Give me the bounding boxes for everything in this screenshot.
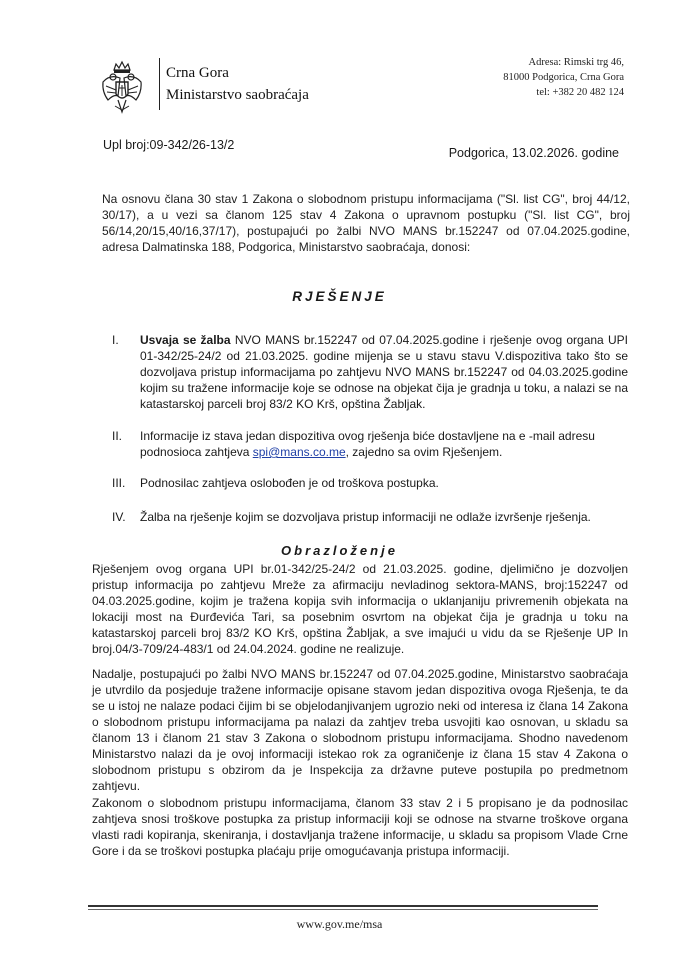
item-numeral-4: IV. [112,510,126,524]
address-block [503,55,624,100]
item-numeral-1: I. [112,333,119,347]
intro-paragraph: Na osnovu člana 30 stav 1 Zakona o slobodnom pristupu informacijama ("Sl. list CG", broj 44/12, 30/17), a u vezi sa članom 125 stav 4 Zakona o upravnom postupku ("Sl. list CG", broj 56/14,20/15,40/16,37/17), postupajući po žalbi NVO MANS br.152247 od 07.04.2025.godine, adresa Dalmatinska 188, Podgorica, Ministarstvo saobraćaja, donosi: [102,192,630,254]
reasoning-title: Obrazloženje [281,543,398,558]
footer-rule [88,905,598,907]
organization-name [166,62,309,106]
reasoning-paragraph-3: Zakonom o slobodnom pristupu informacijama, članom 33 stav 2 i 5 propisano je da podnosilac zahtjeva snosi troškove postupka za pristup informaciji koji se odnose na stvarne troškove organa vlasti radi kopiranja, skeniranja, i dostavljanja tražene informacije, u skladu sa propisom Vlade Crne Gore i da se troškovi postupka plaćaju prije omogućavanja pristupa informaciji. [92,796,628,858]
decision-item-3: Podnosilac zahtjeva oslobođen je od troškova postupka. [140,476,439,490]
decision-item-2 [140,428,628,460]
decision-title: RJEŠENJE [292,289,387,304]
item-2-text-before: Informacije iz stava jedan dispozitiva ovog rješenja biće dostavljene na e -mail adresu podnosioca zahtjeva [140,429,595,459]
coat-of-arms-icon [100,60,144,116]
place-and-date: Podgorica, 13.02.2026. godine [448,146,619,160]
item-numeral-2: II. [112,429,123,443]
item-2-text-after: , zajedno sa ovim Rješenjem. [345,445,503,459]
org-country: Crna Gora [166,65,229,81]
email-link[interactable]: spi@mans.co.me [252,445,346,459]
item-1-lead: Usvaja se žalba [140,333,231,347]
decision-item-1 [140,332,628,412]
reasoning-paragraph-2: Nadalje, postupajući po žalbi NVO MANS br.152247 od 07.04.2025.godine, Ministarstvo saobraćaja je utvrdilo da posjeduje tražene informacije opisane stavom jedan dispozitiva ovoga Rješenja, te da se u istoj ne nalaze podaci čijim bi se objelodanjivanjem ugrozio neki od interesa iz člana 14 Zakona o slobodnom pristupu informacijama pa nalazi da zahtjev treba usvojiti kao osnovan, u skladu sa članom 13 i članom 21 stav 3 Zakona o slobodnom pristupu informacijama. Shodno navedenom Ministarstvo nalazi da je ovoj informaciji istekao rok za ograničenje iz člana 15 stav 4 Zakona o slobodnom pristupu s obzirom da je Inspekcija za državne puteve postupila po predmetnom zahtjevu. [92,667,628,793]
item-numeral-3: III. [112,476,126,490]
address-phone: tel: +382 20 482 124 [536,87,624,98]
reasoning-paragraph-1: Rješenjem ovog organa UPI br.01-342/25-24/2 od 21.03.2025. godine, djelimično je dozvoljen pristup informacija po zahtjevu Mreže za afirmaciju nevladinog sektora-MANS, broj:152247 od 04.03.2025.godine, kojim je tražena kopija svih informacija o uklanjaniju privremenih objekata na lokaciji most na Đurđevića Tari, sa posebnim osvrtom na objekat čija je gradnja u toku na katastarskoj parceli broj 83/2 KO Krš, opština Žabljak, a sve imajući u vidu da se Rješenje UP In broj.04/3-709/24-483/1 od 24.04.2024. godine ne realizuje. [92,562,628,656]
decision-item-4: Žalba na rješenje kojim se dozvoljava pristup informaciji ne odlaže izvršenje rješenja. [140,510,591,524]
footer-rule-thin [88,909,598,910]
header-divider [159,58,160,110]
address-street: Adresa: Rimski trg 46, [528,57,624,68]
org-ministry: Ministarstvo saobraćaja [166,87,309,103]
reference-number: Upl broj:09-342/26-13/2 [103,138,235,152]
footer-website[interactable]: www.gov.me/msa [296,917,383,931]
item-1-text: NVO MANS br.152247 od 07.04.2025.godine i rješenje ovog organa UPI 01-342/25-24/2 od 21.03.2025. godine mijenja se u stavu stavu V.dispozitiva tako što se dozvoljava pristup informacijama po zahtjevu NVO MANS br.152247 od 04.03.2025.godine kojim su tražene informacije koje se odnose na objekat čija je gradnja u toku, a nalazi se na katastarskoj parceli broj 83/2 KO Krš, opština Žabljak. [140,333,628,411]
address-city: 81000 Podgorica, Crna Gora [503,72,624,83]
